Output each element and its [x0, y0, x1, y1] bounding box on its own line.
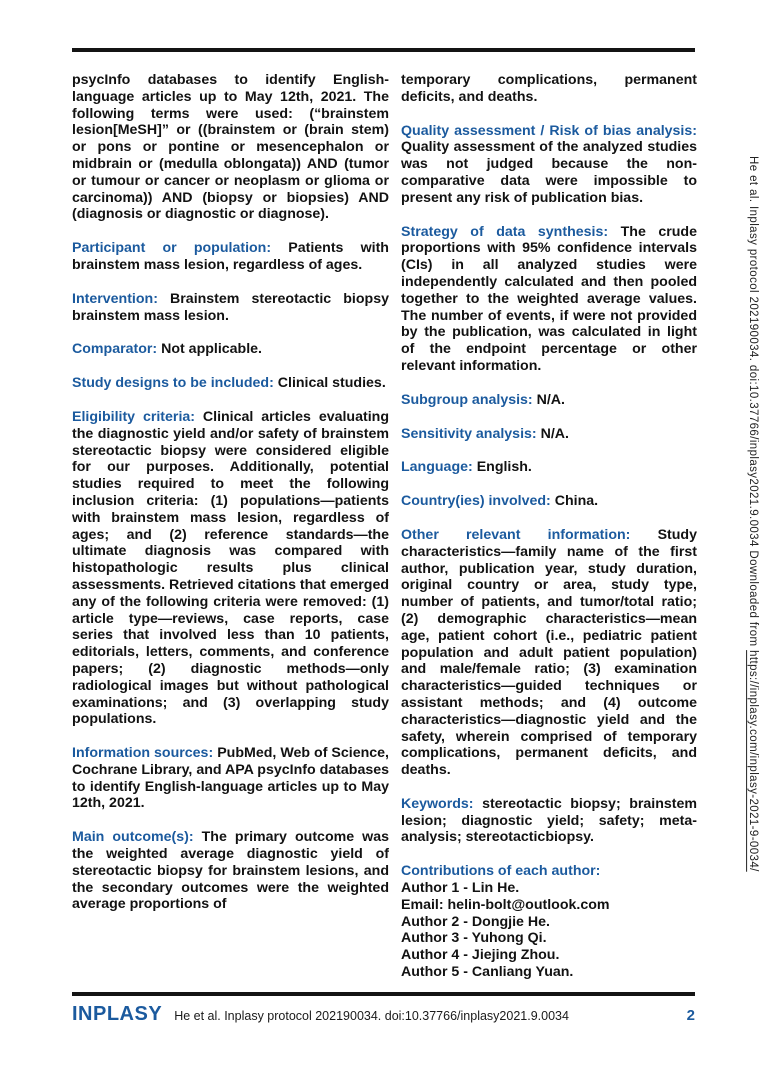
section-text: The crude proportions with 95% confidence intervals (CIs) in all analyzed studies were independently calculated and then pooled together to the weighted average values. The number of events, if were not provided by the publication, was calculated in light of the endpoint percentage or other relevant information.	[401, 223, 697, 374]
contribution-author-2: Author 2 - Dongjie He.	[401, 913, 550, 930]
paragraph-other-information	[401, 527, 697, 779]
sidebar-citation-link[interactable]: https://inplasy.com/inplasy-2021-9-0034/	[747, 650, 759, 872]
section-text: Quality assessment of the analyzed studies was not judged because the non-comparative data were impossible to present any risk of publication bias.	[401, 139, 697, 206]
contributions-block	[401, 863, 697, 981]
paragraph-intervention	[72, 291, 389, 325]
section-text: temporary complications, permanent deficits, and deaths.	[401, 72, 697, 105]
footer	[72, 1003, 695, 1026]
section-label: Comparator:	[72, 341, 158, 358]
paragraph-main-outcomes	[72, 829, 389, 913]
paragraph-language	[401, 459, 697, 476]
contribution-author-5: Author 5 - Canliang Yuan.	[401, 964, 574, 981]
section-label: Language:	[401, 459, 473, 476]
page-number: 2	[686, 1007, 695, 1024]
paragraph-keywords	[401, 796, 697, 846]
paragraph-information-sources	[72, 745, 389, 812]
sidebar-citation-text: He et al. Inplasy protocol 202190034. doi:10.37766/inplasy2021.9.0034 Downloaded from	[747, 156, 759, 651]
contribution-author-1: Author 1 - Lin He.	[401, 880, 520, 897]
paragraph-sensitivity	[401, 426, 697, 443]
section-text: Patients with brainstem mass lesion, regardless of ages.	[72, 240, 389, 273]
section-label: Quality assessment / Risk of bias analysis:	[401, 122, 697, 139]
section-label: Country(ies) involved:	[401, 493, 551, 510]
section-text: English.	[476, 459, 532, 476]
section-text: Study characteristics—family name of the first author, publication year, study duration, original country or area, study type, number of patients, and tumor/total ratio; (2) demographic characteristics—mean age, patient cohort (i.e., pediatric patient population and adult patient population) and male/female ratio; (3) examination characteristics—guided techniques or assistant methods; and (4) outcome characteristics—diagnostic yield and the safety, wherein comprised of temporary complications, permanent deficits, and deaths.	[401, 526, 697, 779]
paragraph-strategy-synthesis	[401, 224, 697, 375]
paragraph-comparator	[72, 341, 389, 358]
contribution-author-4: Author 4 - Jiejing Zhou.	[401, 947, 560, 964]
paragraph-outcomes-continued	[401, 72, 697, 106]
vertical-citation-sidebar	[747, 156, 759, 872]
section-label: Strategy of data synthesis:	[401, 223, 609, 240]
section-label: Subgroup analysis:	[401, 391, 533, 408]
section-text: Clinical articles evaluating the diagnostic yield and/or safety of brainstem stereotactic biopsy were considered eligible for our purposes. Additionally, potential studies required to meet the following inclusion criteria: (1) populations—patients with brainstem mass lesion, regardless of ages; and (2) reference standards—the ultimate diagnosis was compared with histopathologic results plus clinical assessments. Retrieved citations that emerged any of the following criteria were removed: (1) article type—reviews, case reports, case series that involved less than 10 patients, editorials, letters, comments, and conference papers; (2) diagnostic methods—only radiological images but without pathological examinations; and (3) overlapping study populations.	[72, 408, 389, 728]
contribution-email: Email: helin-bolt@outlook.com	[401, 896, 610, 913]
section-label: Study designs to be included:	[72, 375, 274, 392]
inplasy-logo: INPLASY	[72, 1003, 163, 1025]
section-text: Clinical studies.	[277, 375, 386, 392]
paragraph-participant	[72, 240, 389, 274]
paragraph-quality-assessment	[401, 123, 697, 207]
right-column	[401, 72, 697, 981]
paragraph-search-terms	[72, 72, 389, 223]
section-text: China.	[554, 493, 599, 510]
section-label: Participant or population:	[72, 240, 272, 257]
section-label: Main outcome(s):	[72, 829, 194, 846]
top-divider	[72, 48, 695, 52]
section-text: Not applicable.	[161, 341, 262, 358]
footer-citation: He et al. Inplasy protocol 202190034. doi:10.37766/inplasy2021.9.0034	[174, 1009, 569, 1023]
paragraph-country	[401, 493, 697, 510]
section-label: Eligibility criteria:	[72, 408, 195, 425]
section-text: PubMed, Web of Science, Cochrane Library, and APA psycInfo databases to identify English-language articles up to May 12th, 2021.	[72, 745, 390, 812]
section-text: The primary outcome was the weighted average diagnostic yield of stereotactic biopsy for brainstem lesions, and the secondary outcomes were the weighted average proportions of	[72, 829, 389, 913]
contributions-heading: Contributions of each author:	[401, 863, 601, 880]
section-text: Brainstem stereotactic biopsy brainstem mass lesion.	[72, 290, 389, 324]
paragraph-eligibility	[72, 409, 389, 728]
document-body	[72, 72, 697, 981]
section-text: stereotactic biopsy; brainstem lesion; diagnostic yield; safety; meta-analysis; stereotacticbiopsy.	[401, 795, 697, 846]
section-label: Other relevant information:	[401, 526, 631, 543]
paragraph-study-designs	[72, 375, 389, 392]
section-text: N/A.	[536, 391, 565, 408]
paragraph-subgroup	[401, 392, 697, 409]
contribution-author-3: Author 3 - Yuhong Qi.	[401, 930, 547, 947]
section-text: N/A.	[540, 425, 569, 442]
section-label: Sensitivity analysis:	[401, 425, 537, 442]
footer-divider	[72, 992, 695, 996]
section-label: Information sources:	[72, 745, 214, 762]
section-label: Intervention:	[72, 290, 158, 307]
left-column	[72, 72, 389, 981]
section-label: Keywords:	[401, 795, 474, 812]
section-text: psycInfo databases to identify English-language articles up to May 12th, 2021. The following terms were used: (“brainstem lesion[MeSH]” or ((brainstem or (brain stem) or pons or pontine or mesencephalon or midbrain or (medulla oblongata)) AND (tumor or tumour or cancer or neoplasm or glioma or carcinoma)) AND (biopsy or biopsies) AND (diagnosis or diagnostic or diagnose).	[72, 72, 389, 223]
